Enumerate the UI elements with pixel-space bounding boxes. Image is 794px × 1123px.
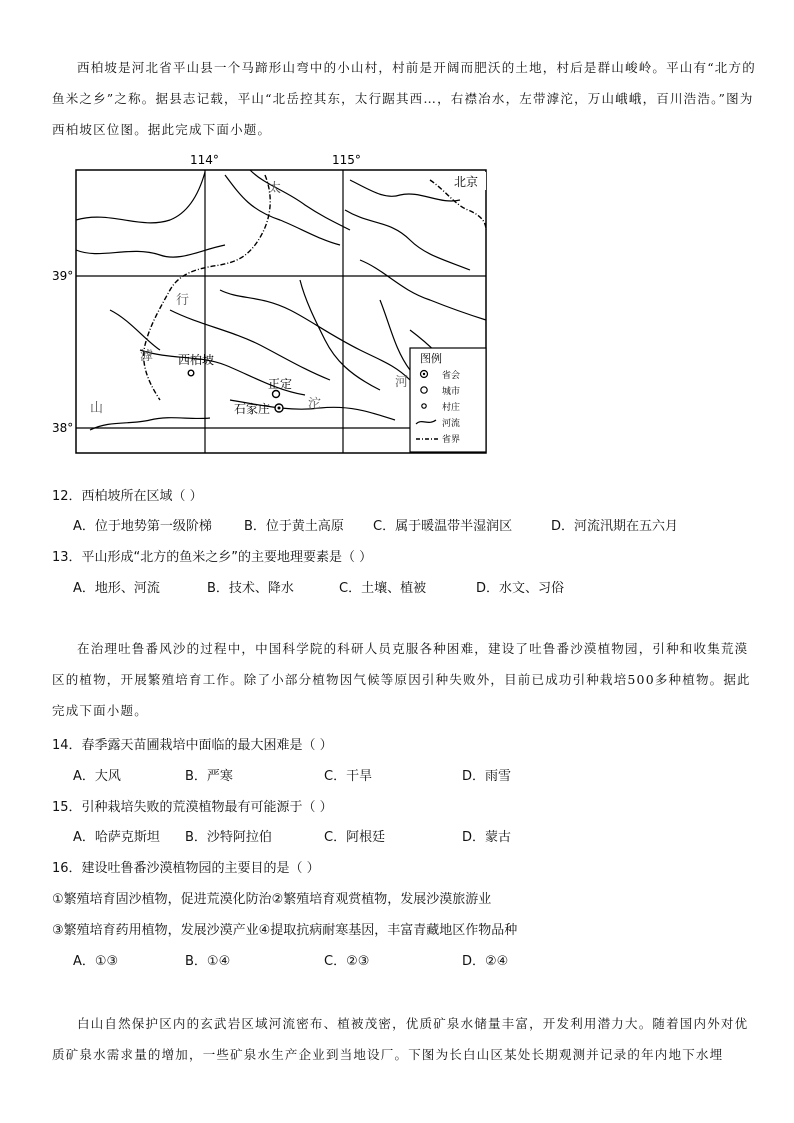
- q14-option-d[interactable]: D．雨雪: [462, 769, 512, 784]
- q13-stem: 13．平山形成“北方的鱼米之乡”的主要地理要素是（ ）: [52, 550, 373, 565]
- label-mountain-tai: 太: [268, 181, 282, 196]
- q16-option-c[interactable]: C．②③: [324, 954, 370, 969]
- q14-option-a[interactable]: A．大风: [73, 769, 121, 784]
- q13-option-c[interactable]: C．土壤、植被: [339, 581, 427, 596]
- legend-boundary: 省界: [442, 435, 461, 445]
- q14-option-c[interactable]: C．干旱: [324, 769, 373, 784]
- q12-option-b[interactable]: B．位于黄土高原: [244, 519, 344, 534]
- label-mountain-shan: 山: [90, 401, 104, 416]
- label-beijing: 北京: [454, 175, 479, 189]
- label-he: 河: [395, 375, 409, 390]
- q13-option-d[interactable]: D．水文、习俗: [476, 581, 565, 596]
- passage-2: 在治理吐鲁番风沙的过程中，中国科学院的科研人员克服各种困难，建设了吐鲁番沙漠植物园，引种和收集荒漠区的植物，开展繁殖培育工作。除了小部分植物因气候等原因引种失败外，目前已成功引种栽培500多种植物。据此完成下面小题。: [52, 641, 751, 718]
- q15-option-d[interactable]: D．蒙古: [462, 830, 512, 845]
- location-map: [50, 150, 490, 455]
- q13-option-b[interactable]: B．技术、降水: [207, 581, 294, 596]
- q15-option-b[interactable]: B．沙特阿拉伯: [185, 830, 272, 845]
- q13-option-a[interactable]: A．地形、河流: [73, 581, 160, 596]
- q15-option-a[interactable]: A．哈萨克斯坦: [73, 830, 160, 845]
- lat-label-38: 38°: [52, 421, 74, 435]
- label-tuo: 沱: [308, 397, 322, 412]
- label-hu: 滹: [140, 349, 154, 364]
- label-xibaipo: 西柏坡: [178, 353, 215, 367]
- q16-option-d[interactable]: D．②④: [462, 954, 509, 969]
- passage-1: 西柏坡是河北省平山县一个马蹄形山弯中的小山村，村前是开阔而肥沃的土地，村后是群山峻岭。平山有“北方的鱼米之乡”之称。据县志记载，平山“北岳控其东，太行踞其西…，右襟冶水，左带滹沱，万山峨峨，百川浩浩。”图为西柏坡区位图。据此完成下面小题。: [52, 60, 756, 137]
- q16-option-a[interactable]: A．①③: [73, 954, 119, 969]
- legend-title: 图例: [420, 352, 442, 365]
- q16-option-b[interactable]: B．①④: [185, 954, 231, 969]
- map-legend: [410, 348, 486, 452]
- legend-city: 城市: [442, 387, 461, 397]
- passage-3: 白山自然保护区内的玄武岩区域河流密布、植被茂密，优质矿泉水储量丰富，开发利用潜力大。随着国内外对优质矿泉水需求量的增加，一些矿泉水生产企业到当地设厂。下图为长白山区某处长期观测并记录的年内地下水埋: [52, 1016, 749, 1062]
- label-shijiazhuang: 石家庄: [234, 402, 271, 416]
- q16-stem: 16．建设吐鲁番沙漠植物园的主要目的是（ ）: [52, 861, 320, 876]
- q14-option-b[interactable]: B．严寒: [185, 769, 233, 784]
- q16-statement-1: ①繁殖培育固沙植物，促进荒漠化防治②繁殖培育观赏植物，发展沙漠旅游业: [52, 892, 492, 907]
- lon-label-114: 114°: [190, 153, 219, 167]
- q14-stem: 14．春季露天苗圃栽培中面临的最大困难是（ ）: [52, 738, 333, 753]
- q15-option-c[interactable]: C．阿根廷: [324, 830, 386, 845]
- legend-village: 村庄: [442, 403, 461, 413]
- city-zhengding: [273, 391, 280, 398]
- lat-label-39: 39°: [52, 269, 74, 283]
- q12-option-d[interactable]: D．河流汛期在五六月: [551, 519, 679, 534]
- q16-statement-2: ③繁殖培育药用植物，发展沙漠产业④提取抗病耐寒基因，丰富青藏地区作物品种: [52, 923, 518, 938]
- q12-option-c[interactable]: C．属于暖温带半湿润区: [373, 519, 513, 534]
- legend-river: 河流: [442, 419, 461, 429]
- q15-stem: 15．引种栽培失败的荒漠植物最有可能源于（ ）: [52, 800, 333, 815]
- q12-option-a[interactable]: A．位于地势第一级阶梯: [73, 519, 212, 534]
- lon-label-115: 115°: [332, 153, 361, 167]
- q12-stem: 12．西柏坡所在区域（ ）: [52, 489, 203, 504]
- label-zhengding: 正定: [268, 377, 293, 391]
- legend-capital: 省会: [442, 371, 461, 381]
- label-mountain-hang: 行: [176, 293, 190, 308]
- village-xibaipo: [188, 370, 194, 376]
- capital-shijiazhuang: [278, 407, 281, 410]
